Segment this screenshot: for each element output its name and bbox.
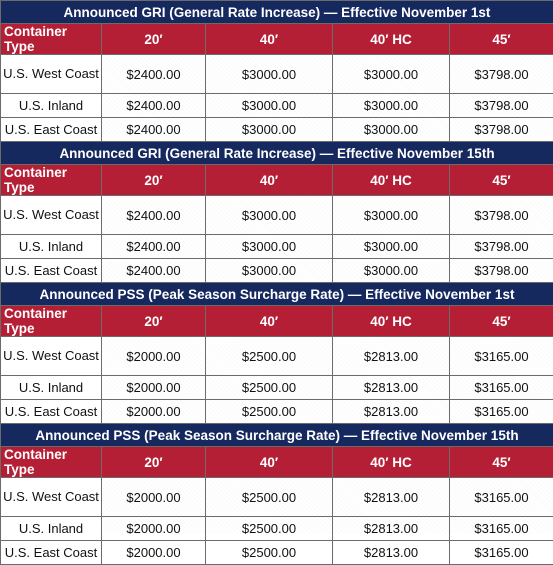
rate-cell: $2400.00 xyxy=(102,196,206,235)
table-row xyxy=(1,337,553,376)
table-row xyxy=(1,517,553,541)
rate-cell: $3000.00 xyxy=(333,55,450,94)
table-row xyxy=(1,196,553,235)
rate-cell: $2500.00 xyxy=(206,337,333,376)
rate-cell: $2500.00 xyxy=(206,400,333,424)
table-row xyxy=(1,259,553,283)
rates-table-body xyxy=(1,1,553,565)
header-45ft: 45′ xyxy=(450,24,553,55)
rate-cell: $3000.00 xyxy=(206,235,333,259)
rate-cell: $2400.00 xyxy=(102,118,206,142)
header-20ft: 20′ xyxy=(102,306,206,337)
rate-cell: $3798.00 xyxy=(450,196,553,235)
rate-cell: $3000.00 xyxy=(333,94,450,118)
rate-cell: $2000.00 xyxy=(102,400,206,424)
rate-cell: $3000.00 xyxy=(333,235,450,259)
header-container-type: Container Type xyxy=(1,306,102,337)
rate-cell: $2400.00 xyxy=(102,235,206,259)
rate-cell: $2813.00 xyxy=(333,517,450,541)
table-row xyxy=(1,376,553,400)
section-title-row xyxy=(1,424,553,447)
rate-cell: $2813.00 xyxy=(333,478,450,517)
rate-cell: $3165.00 xyxy=(450,517,553,541)
rate-cell: $3000.00 xyxy=(206,259,333,283)
section-title-row xyxy=(1,142,553,165)
section-title: Announced GRI (General Rate Increase) — Effective November 15th xyxy=(1,142,553,165)
rate-cell: $3000.00 xyxy=(206,55,333,94)
location-cell: U.S. East Coast xyxy=(1,118,102,142)
location-cell: U.S. West Coast xyxy=(1,196,102,235)
section-title-row xyxy=(1,1,553,24)
section-title: Announced GRI (General Rate Increase) — Effective November 1st xyxy=(1,1,553,24)
location-cell: U.S. West Coast xyxy=(1,478,102,517)
rate-cell: $2813.00 xyxy=(333,541,450,565)
section-title: Announced PSS (Peak Season Surcharge Rate) — Effective November 1st xyxy=(1,283,553,306)
location-cell: U.S. Inland xyxy=(1,94,102,118)
rate-cell: $3165.00 xyxy=(450,541,553,565)
rate-cell: $2000.00 xyxy=(102,376,206,400)
location-cell: U.S. Inland xyxy=(1,235,102,259)
table-row xyxy=(1,55,553,94)
location-cell: U.S. East Coast xyxy=(1,400,102,424)
rate-cell: $2000.00 xyxy=(102,478,206,517)
table-row xyxy=(1,235,553,259)
location-cell: U.S. East Coast xyxy=(1,259,102,283)
header-40ft-hc: 40′ HC xyxy=(333,447,450,478)
rate-cell: $3798.00 xyxy=(450,94,553,118)
column-header-row xyxy=(1,447,553,478)
rate-cell: $3165.00 xyxy=(450,376,553,400)
header-20ft: 20′ xyxy=(102,24,206,55)
rate-cell: $2500.00 xyxy=(206,478,333,517)
rate-cell: $3798.00 xyxy=(450,118,553,142)
rate-cell: $3000.00 xyxy=(206,196,333,235)
header-40ft: 40′ xyxy=(206,165,333,196)
rate-cell: $3798.00 xyxy=(450,235,553,259)
rate-cell: $3000.00 xyxy=(206,118,333,142)
location-cell: U.S. Inland xyxy=(1,376,102,400)
rate-cell: $2400.00 xyxy=(102,94,206,118)
rate-cell: $2000.00 xyxy=(102,517,206,541)
rate-cell: $2400.00 xyxy=(102,259,206,283)
header-20ft: 20′ xyxy=(102,165,206,196)
rate-cell: $2500.00 xyxy=(206,517,333,541)
header-45ft: 45′ xyxy=(450,306,553,337)
rate-cell: $3000.00 xyxy=(206,94,333,118)
header-45ft: 45′ xyxy=(450,447,553,478)
rate-cell: $3000.00 xyxy=(333,118,450,142)
header-container-type: Container Type xyxy=(1,24,102,55)
header-20ft: 20′ xyxy=(102,447,206,478)
header-container-type: Container Type xyxy=(1,165,102,196)
rate-cell: $3798.00 xyxy=(450,259,553,283)
section-title-row xyxy=(1,283,553,306)
rate-cell: $3165.00 xyxy=(450,400,553,424)
rate-cell: $2500.00 xyxy=(206,376,333,400)
column-header-row xyxy=(1,165,553,196)
table-row xyxy=(1,541,553,565)
rate-cell: $3798.00 xyxy=(450,55,553,94)
location-cell: U.S. West Coast xyxy=(1,337,102,376)
rate-cell: $3000.00 xyxy=(333,259,450,283)
header-40ft-hc: 40′ HC xyxy=(333,165,450,196)
column-header-row xyxy=(1,24,553,55)
header-45ft: 45′ xyxy=(450,165,553,196)
table-row xyxy=(1,94,553,118)
header-40ft: 40′ xyxy=(206,447,333,478)
location-cell: U.S. East Coast xyxy=(1,541,102,565)
rate-cell: $2813.00 xyxy=(333,376,450,400)
location-cell: U.S. Inland xyxy=(1,517,102,541)
table-row xyxy=(1,118,553,142)
rate-cell: $2813.00 xyxy=(333,337,450,376)
table-row xyxy=(1,478,553,517)
rate-cell: $3000.00 xyxy=(333,196,450,235)
header-40ft-hc: 40′ HC xyxy=(333,306,450,337)
table-row xyxy=(1,400,553,424)
location-cell: U.S. West Coast xyxy=(1,55,102,94)
header-40ft-hc: 40′ HC xyxy=(333,24,450,55)
section-title: Announced PSS (Peak Season Surcharge Rate) — Effective November 15th xyxy=(1,424,553,447)
rate-cell: $2000.00 xyxy=(102,337,206,376)
rate-cell: $3165.00 xyxy=(450,337,553,376)
rate-cell: $2500.00 xyxy=(206,541,333,565)
rate-cell: $2000.00 xyxy=(102,541,206,565)
rate-cell: $2400.00 xyxy=(102,55,206,94)
header-container-type: Container Type xyxy=(1,447,102,478)
header-40ft: 40′ xyxy=(206,306,333,337)
rate-cell: $3165.00 xyxy=(450,478,553,517)
column-header-row xyxy=(1,306,553,337)
header-40ft: 40′ xyxy=(206,24,333,55)
rate-cell: $2813.00 xyxy=(333,400,450,424)
